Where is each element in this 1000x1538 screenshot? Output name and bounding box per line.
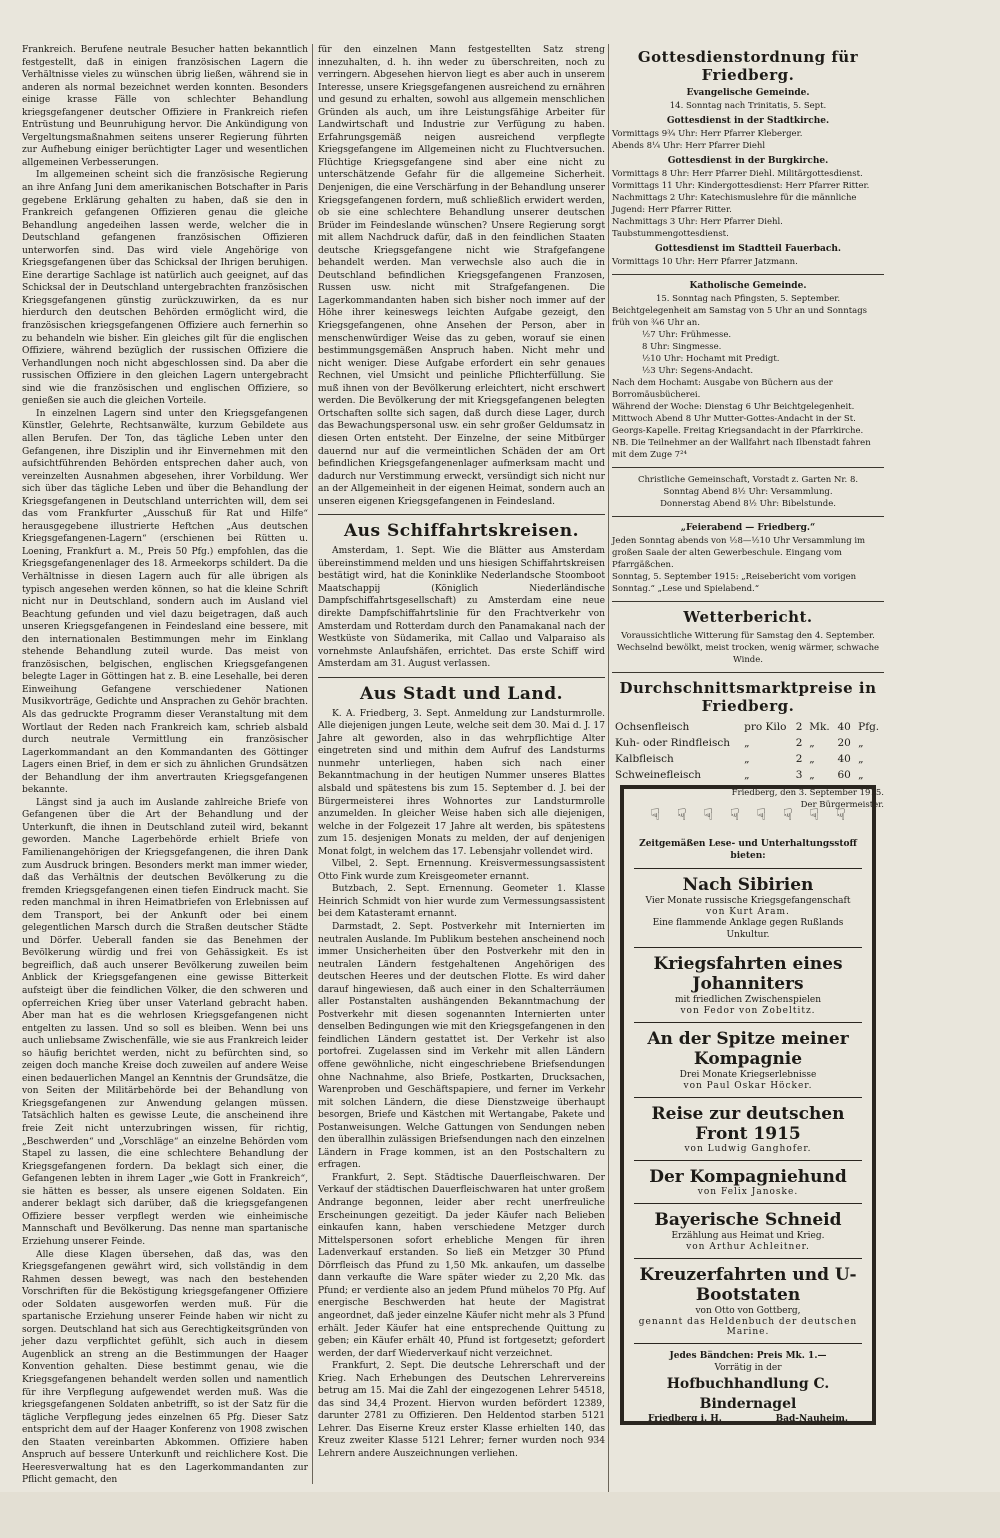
book-description: Eine flammende Anklage gegen Rußlands Unkultur. (652, 918, 844, 940)
market-price-cell: 2 (795, 737, 803, 749)
market-price-row (612, 719, 884, 735)
bookshop-name: Hofbuchhandlung C. Bindernagel (666, 1376, 830, 1412)
market-price-row (612, 751, 884, 767)
hand-pointer-row (642, 805, 854, 824)
weather-line: Wechselnd bewölkt, meist trocken, wenig wärmer, schwache Winde. (616, 643, 880, 665)
pointing-hand-icon: ☟ (703, 805, 714, 824)
service-line: Vormittags 11 Uhr: Kindergottesdienst: Herr Pfarrer Ritter. (612, 181, 870, 191)
service-line: Jeden Sonntag abends von ½8—½10 Uhr Versammlung im großen Saale der alten Gewerbeschule. Eingang vom Pfarrgäßchen. (612, 536, 866, 570)
section-title-schiffahrt: Aus Schiffahrtskreisen. (343, 521, 580, 542)
local-news-item: K. A. Friedberg, 3. Sept. Anmeldung zur Landsturmrolle. Alle diejenigen jungen Leute, welche seit dem 30. Mai d. J. 17 Jahre alt geworden, also in das wehrpflichtige Alter eingetreten sind und mithin dem Aufruf des Landsturms nunmehr unterliegen, haben sich nach einer Bekanntmachung in der heutigen Nummer unseres Blattes alsbald und spätestens bis zum 15. September d. J. bei der Bürgermeisterei ihres Wohnortes zur Landsturmrolle anzumelden. In gleicher Weise haben sich alle diejenigen, welche in der Folgezeit 17 Jahre alt werden, bis spätestens zum 15. desjenigen Monats zu melden, der auf denjenigen Monat folgt, in welchem das 17. Lebensjahr vollendet wird. (318, 708, 605, 857)
market-price-cell: 2 (795, 721, 803, 733)
market-signature: Der Bürgermeister. (800, 800, 884, 810)
bookshop-city: Bad-Nauheim. (775, 1414, 848, 1424)
bookshop-city: Friedberg i. H. (648, 1414, 722, 1424)
service-line: Nach dem Hochamt: Ausgabe von Büchern aus der Borromäusbücherei. (612, 378, 833, 400)
article-paragraph: für den einzelnen Mann festgestellten Satz streng innezuhalten, d. h. ihn weder zu überschreiten, noch zu verringern. Abgesehen hiervon liegt es aber auch in unserem Interesse, unsere Kriegsgefangenen ausreichend zu ernähren und gesund zu erhalten, sowohl aus allgemein menschlichen Gründen als auch, um ihre Leistungsfähige Arbeiter für Landwirtschaft und Industrie zur Verfügung zu haben. Erfahrungsgemäß neigen ausreichend verpflegte Kriegsgefangene im Allgemeinen nicht zu Fluchtversuchen. Flüchtige Kriegsgefangene sind aber eine nicht zu unterschätzende Gefahr für die allgemeine Sicherheit. Denjenigen, die eine Verschärfung in der Behandlung unserer Kriegsgefangenen fordern, muß schließlich erwidert werden, ob sie eine schlechtere Behandlung unserer deutschen Brüder im Feindeslande wünschen? Unsere Regierung sorgt mit allem Nachdruck dafür, daß in den feindlichen Staaten deutsche Kriegsgefangene nicht wie Strafgefangene behandelt werden. Man verwechsle also auch die in Deutschland befindlichen Kriegsgefangenen Franzosen, Russen usw. nicht mit Strafgefangenen. Die Lagerkommandanten haben sich bisher noch immer auf der Höhe ihrer keineswegs leichten Aufgabe gezeigt, den Kriegsgefangenen, ohne Ansehen der Person, aber in menschenwürdiger Weise das zu geben, worauf sie einen bestimmungsgemäßen Anspruch haben. Nicht mehr und nicht weniger. Diese Aufgabe erfordert ein sehr genaues Rechnen, viel Umsicht und peinliche Pflichterfüllung. Sie muß ihnen von der Bevölkerung erleichtert, nicht erschwert werden. Die Bevölkerung der mit Kriegsgefangenen belegten Ortschaften sollte sich sagen, daß durch diese Lager, durch das Bewachungspersonal usw. ein sehr großer Geldumsatz in diesen Orten entsteht. Der Einzelne, der seine Mitbürger dauernd nur auf die vermeintlichen Schäden der am Ort befindlichen Kriegsgefangenenlager aufmerksam macht und dadurch nur Verstimmung erweckt, versündigt sich nicht nur an der Allgemeinheit in der eigenen Heimat, sondern auch an unseren eigenen Kriegsgefangenen in Feindesland. (318, 45, 605, 507)
book-title: Kriegsfahrten eines Johanniters (653, 954, 843, 994)
page-bottom-margin (0, 1492, 1000, 1538)
article-paragraph: In einzelnen Lagern sind unter den Kriegsgefangenen Künstler, Gelehrte, Rechtsanwälte, kurzum Gebildete aus allen Berufen. Der Ton, das tägliche Leben unter den Gefangenen, ihre Disziplin und ihr Einvernehmen mit den aufsichtführenden Behörden entsprechen daher auch, von vereinzelten Ausnahmen abgesehen, ihrer Vorbildung. Wer sich über das tägliche Leben und über die Behandlung der Kriegsgefangenen in Deutschland unterrichten will, dem sei das vom Frankfurter „Ausschuß für Rat und Hilfe“ herausgegebene illustrierte Heftchen „Aus deutschen Kriegsgefangenen-Lagern“ (erschienen bei Rütten u. Loening, Frankfurt a. M., Preis 50 Pfg.) empfohlen, das die Kriegsgefangenenlager des 18. Armeekorps schildert. Da die Verhältnisse in diesen Lagern auch für alle übrigen als typisch angesehen werden können, so hat die kleine Schrift nicht nur in Deutschland, sondern auch im Ausland viel Beachtung gefunden und viel dazu beigetragen, daß auch unseren Kriegsgefangenen in Feindesland eine bessere, mit den internationalen Bestimmungen mehr im Einklang stehende Behandlung zuteil wurde. Das meist von französischen, belgischen, englischen Kriegsgefangenen belegte Lager in Göttingen hat z. B. eine Lesehalle, bei deren Einweihung Gefangene verschiedener Nationen Musikvorträge, Gedichte und Ansprachen zu Gehör brachten. Als das gedruckte Programm dieser Veranstaltung mit dem Wortlaut der Reden nach Frankreich kam, schrieb alsbald durch neutrale Vermittlung ein französischer Lagerkommandant an den Kommandanten des Göttinger Lagers einen Brief, in dem er sich zu ähnlichen Grundsätzen der Behandlung der ihm anvertrauten Kriegsgefangenen bekannte. (22, 408, 308, 796)
book-title: An der Spitze meiner Kompagnie (647, 1029, 849, 1069)
book-subtitle: von Otto von Gottberg, (695, 1306, 801, 1316)
book-author: von Fedor von Zobeltitz. (680, 1006, 816, 1016)
ad-footer (634, 1343, 862, 1430)
book-entry (634, 1097, 862, 1160)
section-rule (612, 467, 884, 468)
book-subtitle: Erzählung aus Heimat und Krieg. (671, 1231, 825, 1241)
market-price-cell: Kalbfleisch (615, 753, 674, 765)
market-price-cell: Pfg. (858, 721, 880, 733)
bookshop-advertisement (620, 785, 876, 1425)
local-news-item: Vilbel, 2. Sept. Ernennung. Kreisvermessungsassistent Otto Fink wurde zum Kreisgeometer ernannt. (318, 859, 605, 882)
service-line: Vormittags 10 Uhr: Herr Pfarrer Jatzmann. (612, 257, 798, 267)
pointing-hand-icon: ☟ (809, 805, 820, 824)
pointing-hand-icon: ☟ (835, 805, 846, 824)
column-divider (312, 44, 313, 1484)
market-price-cell: Kuh- oder Rindfleisch (615, 737, 730, 749)
service-line: Nachmittags 3 Uhr: Herr Pfarrer Diehl. Taubstummengottesdienst. (612, 217, 783, 239)
market-price-cell: „ (858, 737, 864, 749)
ad-price: Jedes Bändchen: Preis Mk. 1.— (669, 1351, 827, 1361)
feierabend-heading: „Feierabend — Friedberg.“ (680, 523, 816, 533)
service-line: Abends 8¼ Uhr: Herr Pfarrer Diehl (612, 141, 766, 151)
book-entry (634, 1160, 862, 1203)
book-author: von Ludwig Ganghofer. (684, 1144, 812, 1154)
pointing-hand-icon: ☟ (650, 805, 661, 824)
book-author: genannt das Heldenbuch der deutschen Marine. (638, 1317, 858, 1337)
local-news-item: Butzbach, 2. Sept. Ernennung. Geometer 1. Klasse Heinrich Schmidt von hier wurde zum Vermessungsassistent bei dem Katasteramt ernannt. (318, 884, 605, 920)
article-paragraph: Im allgemeinen scheint sich die französische Regierung an ihre Anfang Juni dem amerikanischen Botschafter in Paris gegebene Erklärung gehalten zu haben, daß sie den in Frankreich gefangenen Offizieren genau die gleiche Behandlung angedeihen lassen werde, welcher die in Deutschland gefangenen französischen Offizieren unterworfen sind. Das wird viele Angehörige von Kriegsgefangenen über das Schicksal der Ihrigen beruhigen. Eine derartige Sachlage ist natürlich auch geeignet, auf das Schicksal der in Deutschland untergebrachten französischen Kriegsgefangenen günstig zurückzuwirken, da es nur hierdurch den deutschen Behörden ermöglicht wird, die französischen kriegsgefangenen Offiziere auch fernerhin so zu behandeln wie bisher. Ein gleiches gilt für die englischen Offiziere, während bezüglich der russischen Offiziere die Verhandlungen noch nicht abgeschlossen sind. Da aber die russischen Offiziere in den gleichen Lagern untergebracht sind wie die französischen und englischen Offiziere, so genießen sie auch die gleichen Vorteile. (22, 170, 308, 407)
column-middle (318, 44, 605, 1484)
service-line: Sonntag, 5. September 1915: „Reisebericht vom vorigen Sonntag.“ „Lese und Spielabend.“ (612, 572, 857, 594)
section-rule (318, 514, 605, 515)
market-price-cell: 3 (795, 769, 803, 781)
article-paragraph: Längst sind ja auch im Auslande zahlreiche Briefe von Gefangenen über die Art der Behandlung und der Unterkunft, die ihnen in Deutschland zuteil wird, bekannt geworden. Manche Lagerbehörde erhielt Briefe von Familienangehörigen der Kriegsgefangenen, die ihren Dank zum Ausdruck bringen. Besonders merkt man immer wieder, daß das Verhältnis der deutschen Bevölkerung zu die fremden Kriegsgefangenen einen tiefen Eindruck macht. Sie reden manchmal in ihren Heimatbriefen von Erlebnissen auf dem Transport, bei der Ankunft oder bei einem gelegentlichen Marsch durch die Straßen deutscher Städte und Dörfer. Ueberall fanden sie das Benehmen der Bevölkerung würdig und frei von Gehässigkeit. Es ist begreiflich, daß auch unserer Bevölkerung zuweilen beim Anblick der Kriegsgefangenen eine gewisse Bitterkeit aufsteigt über die feindlichen Völker, die den schweren und opferreichen Krieg über unser Vaterland gebracht haben. Aber man hat es die wehrlosen Kriegsgefangenen nicht entgelten zu lassen. Und so soll es bleiben. Wenn bei uns auch unliebsame Zwischenfälle, wie sie aus Frankreich leider so häufig berichtet werden, nicht zu befürchten sind, so zeigen doch manche Kreise doch zuweilen auf andere Weise einen bedauerlichen Mangel an Kenntnis der Grundsätze, die von Seiten der Militärbehörde bei der Behandlung von Kriegsgefangenen zur Anwendung gelangen müssen. Tatsächlich halten es gewisse Leute, die anscheinend ihre freie Zeit nicht unterzubringen wissen, für richtig, „Beschwerden“ und „Vorschläge“ an einzelne Behörden vom Stapel zu lassen, die eine schlechtere Behandlung der Kriegsgefangenen fordern. Da beklagt sich einer, die Gefangenen lebten in ihrem Lager „wie Gott in Frankreich“, sie hätten es besser, als unsere eigenen Soldaten. Ein anderer beklagt sich darüber, daß die kriegsgefangenen Offiziere besser verpflegt werden wie einheimische Mannschaft und Bevölkerung. Das nenne man spartanische Erziehung unserer Feinde. (22, 797, 308, 1247)
book-entry (634, 1203, 862, 1258)
book-subtitle: Drei Monate Kriegserlebnisse (679, 1070, 817, 1080)
pointing-hand-icon: ☟ (782, 805, 793, 824)
market-prices-title: Durchschnittsmarktpreise in Friedberg. (619, 679, 877, 715)
service-line: ½7 Uhr: Frühmesse. (642, 330, 732, 340)
market-date: Friedberg, den 3. September 1915. (731, 788, 884, 798)
book-subtitle: Vier Monate russische Kriegsgefangenschaft (645, 896, 851, 906)
church-schedule-title: Gottesdienstordnung für Friedberg. (637, 48, 859, 84)
market-price-cell: Mk. (809, 721, 830, 733)
service-line: Sonntag Abend 8½ Uhr: Versammlung. (663, 487, 833, 497)
book-title: Nach Sibirien (682, 875, 814, 895)
article-paragraph: Frankreich. Berufene neutrale Besucher hatten bekanntlich festgestellt, daß in einigen französischen Lagern die Verhältnisse vieles zu wünschen übrig ließen, während sie in anderen als normal bezeichnet werden konnten. Besonders einige krasse Fälle von schlechter Behandlung kriegsgefangener deutscher Offiziere in Frankreich riefen Entrüstung und Beunruhigung hervor. Die Ankündigung von Vergeltungsmaßnahmen seitens unserer Regierung führten zur Aufhebung einiger berüchtigter Lager und wesentlichen allgemeinen Verbesserungen. (22, 45, 308, 168)
ad-availability: Vorrätig in der (714, 1363, 782, 1373)
book-entry (634, 1258, 862, 1343)
column-right (612, 44, 884, 810)
market-price-cell: pro Kilo (744, 721, 787, 733)
service-line: Christliche Gemeinschaft, Vorstadt z. Garten Nr. 8. (637, 475, 859, 485)
service-line: ½3 Uhr: Segens-Andacht. (642, 366, 754, 376)
evangelical-heading: Evangelische Gemeinde. (686, 88, 810, 98)
book-title: Bayerische Schneid (654, 1210, 842, 1230)
service-line: Während der Woche: Dienstag 6 Uhr Beichtgelegenheit. Mittwoch Abend 8 Uhr Mutter-Gottes-Andacht in der St. Georgs-Kapelle. Freitag Kriegsandacht in der Pfarrkirche. (612, 402, 864, 436)
market-price-cell: „ (744, 753, 750, 765)
market-price-row (612, 767, 884, 783)
pointing-hand-icon: ☟ (756, 805, 767, 824)
pointing-hand-icon: ☟ (676, 805, 687, 824)
weather-title: Wetterbericht. (683, 608, 813, 626)
catholic-heading: Katholische Gemeinde. (689, 281, 807, 291)
market-price-cell: 2 (795, 753, 803, 765)
section-rule (612, 601, 884, 602)
article-paragraph: Alle diese Klagen übersehen, daß das, was den Kriegsgefangenen gewährt wird, sich vollständig in dem Rahmen dessen bewegt, was nach den bestehenden Vorschriften für die Beköstigung kriegsgefangener Offiziere oder Soldaten ausgeworfen werden muß. Für die spartanische Erziehung unserer Feinde haben wir nicht zu sorgen. Deutschland hat sich aus Gerechtigkeitsgründen von jeher dazu verpflichtet gefühlt, sich auch in diesem Augenblick an streng an die Bestimmungen der Haager Konvention gehalten. Diese bestimmt genau, wie die Kriegsgefangenen behandelt werden sollen und namentlich für ihre Verpflegung aufgewendet werden muß. Was die kriegsgefangenen Soldaten anbetrifft, so ist der Satz für die tägliche Verpflegung jedes einzelnen 65 Pfg. Dieser Satz entspricht dem auf der Haager Konferenz von 1908 zwischen den Staaten vereinbarten Abkommen. Offiziere haben Anspruch auf bessere Unterkunft und reichlichere Kost. Die Heeresverwaltung hat es den Lagerkommandanten zur Pflicht gemacht, den (22, 1249, 308, 1486)
market-price-cell: „ (809, 769, 815, 781)
book-title: Reise zur deutschen Front 1915 (651, 1104, 845, 1144)
market-price-cell: Ochsenfleisch (615, 721, 690, 733)
section-rule (612, 516, 884, 517)
service-line: ½10 Uhr: Hochamt mit Predigt. (642, 354, 780, 364)
service-line: Vormittags 9¾ Uhr: Herr Pfarrer Kleberger. (612, 129, 803, 139)
book-author: von Arthur Achleitner. (686, 1242, 810, 1252)
market-price-cell: 40 (837, 721, 851, 733)
market-price-cell: „ (744, 769, 750, 781)
local-news-item: Darmstadt, 2. Sept. Postverkehr mit Internierten im neutralen Auslande. Im Publikum bestehen anscheinend noch immer Unsicherheiten über den Postverkehr mit den in neutralen Ländern festgehaltenen Angehörigen des deutschen Heeres und der deutschen Flotte. Es wird daher darauf hingewiesen, daß auch einer in den Schalterräumen aller Postanstalten aushängenden Bekanntmachung der Postverkehr mit diesen sogenannten Internierten unter denselben Bedingungen wie mit den Kriegsgefangenen in den feindlichen Ländern gestattet ist. Der Verkehr ist also portofrei. Zugelassen sind im Verkehr mit allen Ländern offene gewöhnliche, nicht eingeschriebene Briefsendungen ohne Nachnahme, also Briefe, Postkarten, Drucksachen, Warenproben und Geschäftspapiere, und ferner im Verkehr mit solchen Ländern, die diese Dienstzweige überhaupt besorgen, Briefe und Kästchen mit Wertangabe, Pakete und Postanweisungen. Welche Gattungen von Sendungen neben den überallhin zulässigen Briefsendungen nach den einzelnen Ländern in Frage kommen, ist an den Postschaltern zu erfragen. (318, 922, 605, 1171)
section-title-stadt-land: Aus Stadt und Land. (360, 683, 563, 704)
ad-intro: bieten: (730, 851, 766, 861)
book-entry (634, 947, 862, 1022)
book-author: von Paul Oskar Höcker. (683, 1081, 813, 1091)
local-news-item: Frankfurt, 2. Sept. Städtische Dauerfleischwaren. Der Verkauf der städtischen Dauerfleischwaren hat unter großem Andrange begonnen, leider aber recht unerfreuliche Erscheinungen gezeitigt. Da jeder Käufer nach Belieben einkaufen kann, haben verschiedene Metzger durch Mittelspersonen sofort erhebliche Mengen für ihren Ladenverkauf erstanden. So ließ ein Metzger 30 Pfund Dörrfleisch das Pfund zu 1,50 Mk. ankaufen, um dasselbe dann verkaufte die Ware später wieder zu 2,20 Mk. das Pfund; er verdiente also an jedem Pfund mühelos 70 Pfg. Auf energische Beschwerden hat heute der Magistrat angeordnet, daß jeder einzelne Käufer nicht mehr als 3 Pfund erhält. Jeder Käufer hat eine entsprechende Quittung zu geben; ein Käufer erhält 40, Pfund ist fortgesetzt; gefordert werden, der darf Wiederverkauf nicht verzeichnet. (318, 1172, 605, 1359)
burgkirche-heading: Gottesdienst in der Burgkirche. (667, 156, 829, 166)
service-line: Beichtgelegenheit am Samstag von 5 Uhr an und Sonntags früh von ¾6 Uhr an. (612, 306, 868, 328)
market-price-table (612, 719, 884, 783)
market-price-cell: 60 (837, 769, 851, 781)
book-author: von Kurt Aram. (706, 907, 790, 917)
book-title: Der Kompagniehund (649, 1167, 847, 1187)
market-price-cell: Schweinefleisch (615, 769, 701, 781)
book-entry (634, 868, 862, 947)
service-date: 14. Sonntag nach Trinitatis, 5. Sept. (669, 101, 827, 111)
market-price-cell: „ (809, 737, 815, 749)
ad-intro: Zeitgemäßen Lese- und Unterhaltungsstoff (639, 839, 857, 849)
fauerbach-heading: Gottesdienst im Stadtteil Fauerbach. (654, 244, 842, 254)
book-author: von Felix Janoske. (697, 1187, 799, 1197)
book-entry (634, 1022, 862, 1097)
market-price-cell: „ (858, 769, 864, 781)
book-title: Kreuzerfahrten und U-Bootstaten (639, 1265, 857, 1305)
market-price-cell: „ (744, 737, 750, 749)
market-price-cell: 40 (837, 753, 851, 765)
section-rule (612, 672, 884, 673)
book-subtitle: mit friedlichen Zwischenspielen (674, 995, 822, 1005)
market-price-cell: „ (858, 753, 864, 765)
weather-line: Voraussichtliche Witterung für Samstag den 4. September. (621, 631, 875, 641)
book-list (634, 868, 862, 1343)
service-line: Donnerstag Abend 8½ Uhr: Bibelstunde. (660, 499, 836, 509)
column-divider (608, 44, 609, 1504)
section-rule (318, 677, 605, 678)
service-line: 8 Uhr: Singmesse. (642, 342, 722, 352)
market-price-row (612, 735, 884, 751)
market-price-cell: „ (809, 753, 815, 765)
service-line: Vormittags 8 Uhr: Herr Pfarrer Diehl. Militärgottesdienst. (612, 169, 863, 179)
stadtkirche-heading: Gottesdienst in der Stadtkirche. (666, 116, 830, 126)
column-left (22, 44, 308, 1484)
service-date: 15. Sonntag nach Pfingsten, 5. September. (655, 294, 841, 304)
service-line: Nachmittags 2 Uhr: Katechismuslehre für die männliche Jugend: Herr Pfarrer Ritter. (612, 193, 857, 215)
market-price-cell: 20 (837, 737, 851, 749)
article-paragraph: Amsterdam, 1. Sept. Wie die Blätter aus Amsterdam übereinstimmend melden und uns hiesigen Schiffahrtskreisen bestätigt wird, hat die Koninklike Nederlandsche Stoomboot Maatschappij (Königlich Niederländische Dampfschiffahrtsgesellschaft) zu Amsterdam eine neue direkte Dampfschiffahrtslinie für den Frachtverkehr von Amsterdam und Rotterdam durch den Panamakanal nach der Westküste von Südamerika, mit Callao und Valparaiso als vornehmste Anlaufshäfen, errichtet. Das erste Schiff wird Amsterdam am 31. August verlassen. (318, 546, 605, 670)
local-news-item: Frankfurt, 2. Sept. Die deutsche Lehrerschaft und der Krieg. Nach Erhebungen des Deutschen Lehrervereins betrug am 15. Mai die Zahl der eingezogenen Lehrer 54518, das sind 34,4 Prozent. Hiervon wurden befördert 12389, darunter 2781 zu Offizieren. Den Heldentod starben 5121 Lehrer. Das Eiserne Kreuz erster Klasse erhielten 140, das Kreuz zweiter Klasse 5121 Lehrer; ferner wurden noch 934 Lehrern andere Auszeichnungen verliehen. (318, 1361, 605, 1459)
service-line: NB. Die Teilnehmer an der Wallfahrt nach Ilbenstadt fahren mit dem Zuge 7²⁴ (612, 438, 871, 460)
pointing-hand-icon: ☟ (729, 805, 740, 824)
section-rule (612, 274, 884, 275)
